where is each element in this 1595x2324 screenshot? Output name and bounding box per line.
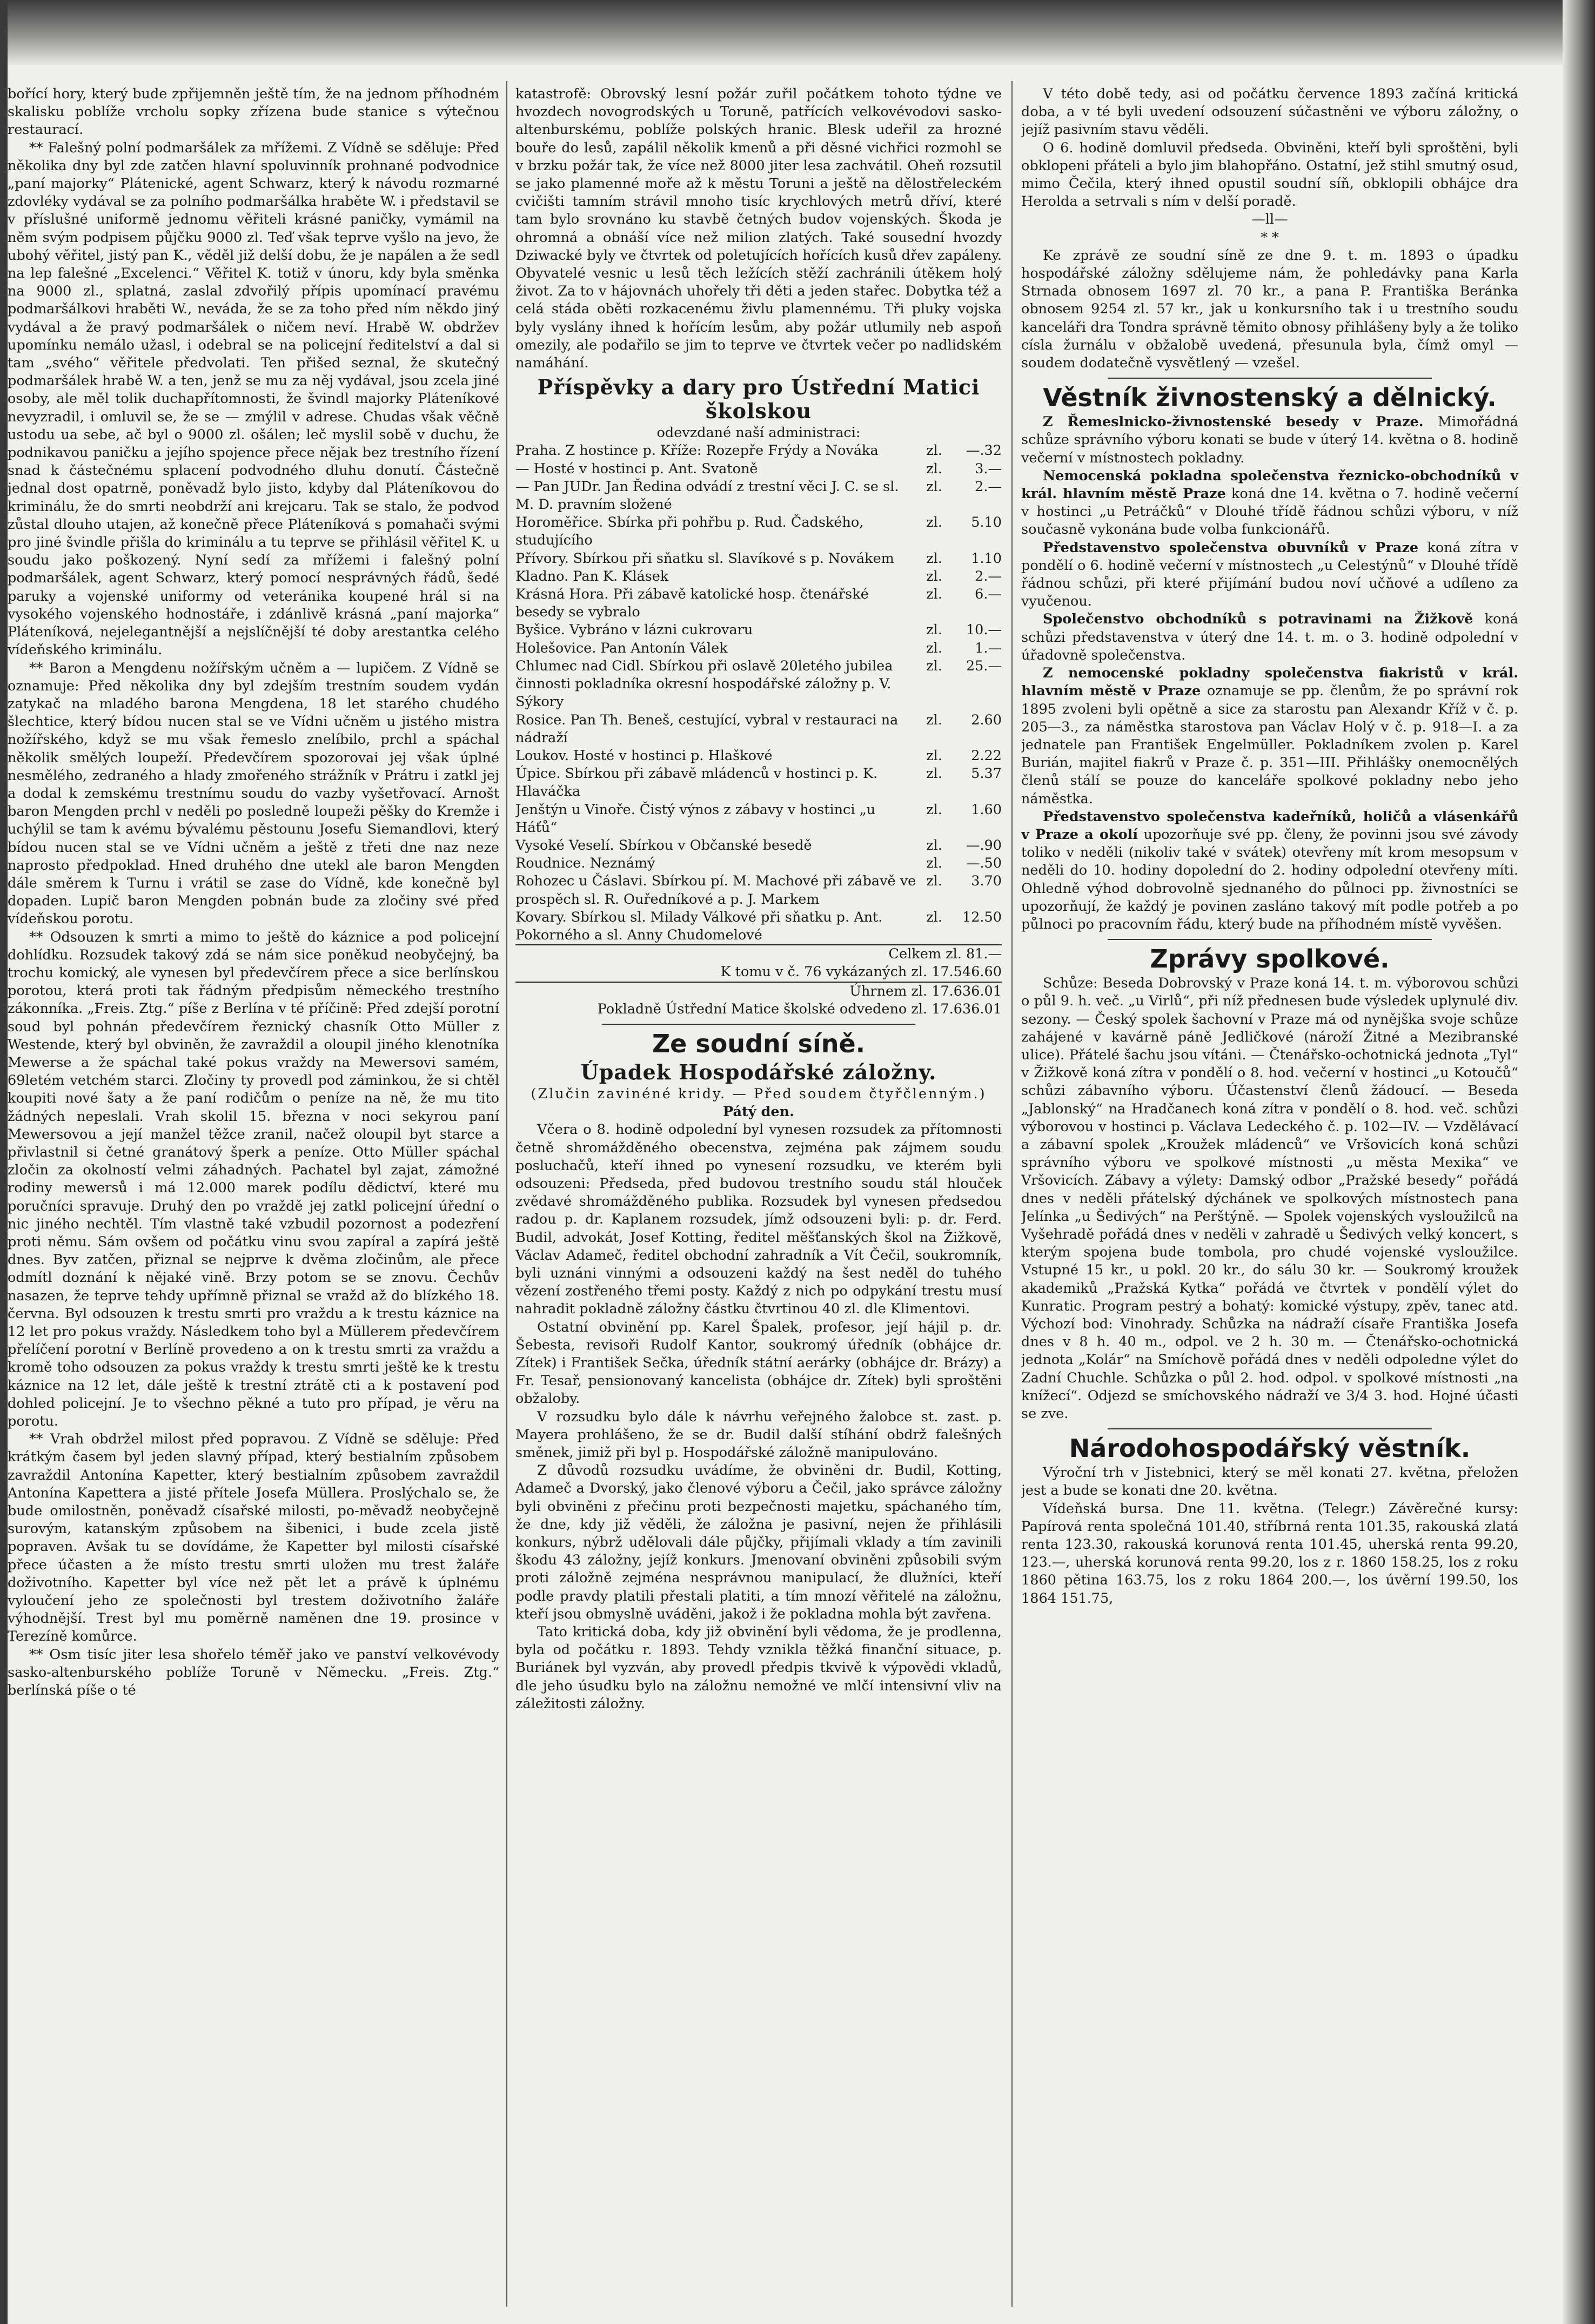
court-heading: Ze soudní síně. [652, 1029, 866, 1058]
list-item: Horoměřice. Sbírka při pohřbu p. Rud. Čadského, studujícího zl. 5.10 [515, 514, 1002, 549]
court-paragraph: V rozsudku bylo dále k návrhu veřejného žalobce st. zast. p. Mayera prohlášeno, že se dr. Budil další stíhání obdrž falešných směnek, jimiž při byl p. Hospodářské záložně manipulováno. [515, 1408, 1002, 1461]
economy-paragraph: Výroční trh v Jistebnici, který se měl konati 27. května, přeložen jest a bude se konati dne 20. května. [1021, 1465, 1518, 1499]
matice-total: Celkem zl. 81.— [515, 944, 1002, 963]
trade-heading: Věstník živnostenský a dělnický. [1043, 383, 1497, 413]
trade-item: Představenstvo společenstva kadeřníků, holičů a vlásenkářů v Praze a okolí upozorňuje své pp. členy, že povinni jsou své závody toliko v neděli (nikoliv také v svátek) otevřeny mít krom mesopsum v neděli do 10. hodiny dopolední do 2. hodiny odpolední otevřeny míti. Ohledně výhod dobrovolně sjednaného do půlnoci pp. živnostníci se upozorňují, že každý je povinen zasláno takový mít podle potřeb a po půlnoci po pracovním řádu, který bude na příhodném místě vyvěšen. [1021, 808, 1518, 932]
trade-item: Z Řemeslnicko-živnostenské besedy v Praze. Mimořádná schůze správního výboru konati se bude v úterý 14. května o 8. hodině večerní v místnostech pokladny. [1021, 414, 1518, 466]
trade-item: Z nemocenské pokladny společenstva fiakristů v král. hlavním městě v Praze oznamuje se pp. členům, že po správní rok 1895 zvoleni byli opětně a sice za starostu pan Alexandr Kříž v č. p. 205—3., za náměstka starostova pan Václav Holý v č. p. 918—I. a za jednatele pan František Engelmüller. Pokladníkem zvolen p. Karel Burián, majitel fiakrů v Praze č. p. 351—III. Přihlášky onemocnělých členů stálí se pouze do kanceláře spolkové pokladny nebo jeho náměstka. [1021, 665, 1518, 807]
list-item: Praha. Z hostince p. Kříže: Rozepře Frýdy a Nováka zl. —.32 [515, 442, 1002, 459]
list-item: Vysoké Veselí. Sbírkou v Občanské besedě zl. —.90 [515, 837, 1002, 854]
column-3 [1021, 85, 1518, 2306]
court-subheading: Úpadek Hospodářské záložny. [580, 1059, 937, 1084]
list-item: Holešovice. Pan Antonín Válek zl. 1.— [515, 640, 1002, 656]
court-paragraph: Včera o 8. hodině odpolední byl vynesen rozsudek za přítomnosti četně shromážděného obecenstva, zejména pak zájmem soudu posluchačů, kteří ihned po vynesení rozsudku, ve kterém byli odsouzeni: Předseda, před budovou trestního soudu stál hlouček zvědavé shromážděného publika. Rozsudek byl vynesen předsedou radou p. dr. Kaplanem rozsudek, jímž odsouzeni byli: p. dr. Ferd. Budil, advokát, Josef Kotting, ředitel měšťanských škol na Žižkově, Václav Adameč, ředitel obchodní zahradník a Vít Čečil, soukromník, byli uznáni vinnými a odsouzeni každý na šest neděl do tuhého vězení zostřeného třemi posty. Každý z nich po odpykání trestu musí nahradit pokladně záložny částku čtvrtinou 40 zl. dle Klimentovi. [515, 1121, 1002, 1318]
col1-paragraph: ** Osm tisíc jiter lesa shořelo téměř jako ve panství velkovévody sasko-altenburského poblíže Toruně v Německu. „Freis. Ztg.“ berlínská píše o té [8, 1646, 499, 1699]
trade-item: Nemocenská pokladna společenstva řeznicko-obchodníků v král. hlavním městě Praze koná dne 14. května o 7. hodině večerní v hostinci „u Petráčků“ v Dlouhé třídě řádnou schůzi výboru, v níž současně vykonána bude volba funkcionářů. [1021, 467, 1518, 538]
list-item: Jenštýn u Vinoře. Čistý výnos z zábavy v hostinci „u Háťů“ zl. 1.60 [515, 801, 1002, 836]
list-item: — Pan JUDr. Jan Ředina odvádí z trestní věci J. C. se sl. M. D. pravním složené zl. 2.— [515, 478, 1002, 513]
fire-article-end: katastrofě: Obrovský lesní požár zuřil počátkem tohoto týdne ve hvozdech novogrodských u Toruně, patřících velkovévodovi sasko-altenburskému, poblíže polských hranic. Blesk udeřil za hrozné bouře do lesů, zapálil několik kmenů a při děsné vichřici rozmohl se v brzku požár tak, že více než 8000 jiter lesa zachvátil. Oheň rozsutil se jako plamenné moře až k městu Toruni a ještě na dělostřeleckém cvičišti tamním strávil mnoho tisíc krychlových metrů dříví, které tam bylo srovnáno ku stavbě četných budov vojenských. Škoda je ohromná a obnáší více než milion zlatých. Také sousední hvozdy Dziwacké byly ve čtvrtek od poletujících hořících kusů dřev zapáleny. Obyvatelé vesnic u lesů těch ležících stěží zachránili útěkem holý život. Za to v hájovnách uhořely tři děti a jeden stařec. Dobytka též a celá stáda oběti rozkacenému živlu plamennému. Tři pluky vojska byly vyslány ihned k hořícím lesům, aby požár utlumily neb aspoň omezily, ale podařilo se jim to teprve ve čtvrtek večer po nadlidském namáhání. [515, 86, 1002, 372]
list-item: Rosice. Pan Th. Beneš, cestující, vybral v restauraci na nádraží zl. 2.60 [515, 711, 1002, 746]
list-item: Kladno. Pan K. Klásek zl. 2.— [515, 568, 1002, 585]
col3-paragraph: V této době tedy, asi od počátku července 1893 začíná kritická doba, a v té byli uvedení odsouzení súčastněni ve výboru záložny, o jejíž pasivním stavu věděli. [1021, 86, 1518, 138]
court-note: (Zlučin zavinéné kridy. — Před soudem čtyřčlenným.) [531, 1085, 987, 1102]
list-item: Přívory. Sbírkou při sňatku sl. Slavíkové s p. Novákem zl. 1.10 [515, 550, 1002, 567]
author-mark: —ll— [1251, 211, 1288, 228]
list-item: Úpice. Sbírkou při zábavě mládenců v hostinci p. K. Hlaváčka zl. 5.37 [515, 765, 1002, 800]
clubs-text: Schůze: Beseda Dobrovský v Praze koná 14. t. m. výborovou schůzi o půl 9. h. več. „u Virlů“, při níž přednesen bude výsledek uplynulé div. sezony. — Český spolek šachovní v Praze má od nynějška svoje schůze zahájené v kavárně páně Jedličkové (nároží Žitné a Mezibranské ulice). Přátelé šachu jsou vítáni. — Čtenářsko-ochotnická jednota „Tyl“ v Žižkově koná zítra v pondělí o 8. hod. večerní v hostinci „u Kotoučů“ schůzi zábavního výboru. Účastenství členů žádoucí. — Beseda „Jablonský“ na Hradčanech koná zítra v pondělí o 8. hod. več. schůzi výborovou v hostinci p. Václava Ledeckého č. p. 102—IV. — Vzdělávací a zábavní spolek „Kroužek mládenců“ ve Vršovicích koná schůzi správního výboru ve spolkové místnosti „u města Mexika“ ve Vršovicích. Zábavy a výlety: Damský odbor „Pražské besedy“ pořádá dnes v neděli přátelský dýchánek ve spolkových místnostech pana Jelínka „u Šedivých“ na Perštýně. — Spolek vojenských vysloužilců na Vyšehradě pořádá dnes v neděli v zahradě u Šedivých velký koncert, s kterým spojena bude tombola, pro chudé vojenské vysloužilce. Vstupné 15 kr., u pokl. 20 kr., do sálu 30 kr. — Soukromý kroužek akademiků „Pražská Kytka“ pořádá ve čtvrtek v pondělí výlet do Kunratic. Program pestrý a bohatý: komické výstupy, zpěv, tanec atd. Výchozí bod: Vinohrady. Schůzka na nádraží císaře Františka Josefa dnes v 8 h. 40 m., odpol. ve 2 h. 30 m. — Čtenářsko-ochotnická jednota „Kolár“ na Smíchově pořádá dnes v neděli odpoledne výlet do Zadní Chuchle. Schůzka o půl 2. hod. odpol. v spolkové místnosti „na knížecí“. Odjezd se smíchovského nádraží ve 3/4 3. hod. Hojné účasti se zve. [1021, 975, 1518, 1422]
column-rule-2 [1011, 81, 1013, 2307]
list-item: Krásná Hora. Při zábavě katolické hosp. čtenářské besedy se vybralo zl. 6.— [515, 586, 1002, 621]
list-item: Byšice. Vybráno v lázni cukrovaru zl. 10.— [515, 622, 1002, 639]
scan-left-edge [0, 0, 8, 2324]
section-divider [602, 1024, 915, 1025]
col1-paragraph: bořící hory, který bude zpřijemněn ještě tím, že na jednom příhodném skalisku poblíže vrcholu sopky zřízena bude stanice s výtečnou restaurací. [8, 86, 499, 138]
court-day: Pátý den. [723, 1104, 794, 1120]
matice-grand-total: Úhrnem zl. 17.636.01 [515, 982, 1002, 1000]
list-item: Rohozec u Čáslavi. Sbírkou pí. M. Machové při zábavě ve prospěch sl. R. Ouředníkové a p. J. Markem zl. 3.70 [515, 873, 1002, 908]
scan-right-edge [1563, 0, 1595, 2324]
matice-list [515, 442, 1002, 944]
matice-heading: Příspěvky a dary pro Ústřední Matici školskou [537, 375, 980, 424]
trade-item: Představenstvo společenstva obuvníků v Praze koná zítra v pondělí o 6. hodině večerní v místnostech „u Celestýnů“ v Dlouhé třídě řádnou schůzi, při které přijímání budou noví učňové a udíleno za vyučenou. [1021, 539, 1518, 610]
economy-paragraph: Vídeňská bursa. Dne 11. května. (Telegr.) Závěrečné kursy: Papírová renta společná 101.40, stříbrná renta 101.35, rakouská zlatá renta 123.30, rakouská korunová renta 101.45, uherská renta 99.20, 123.—, uherská korunová renta 99.20, los z r. 1860 158.25, los z roku 1860 pětina 163.75, los z roku 1864 200.—, los úvěrní 199.50, los 1864 151.75, [1021, 1500, 1518, 1607]
list-item: Loukov. Hosté v hostinci p. Hlaškové zl. 2.22 [515, 747, 1002, 764]
scan-top-edge [0, 0, 1595, 65]
col3-paragraph: O 6. hodině domluvil předseda. Obviněni, kteří byli sproštěni, byli obklopeni přáteli a bylo jim blahopřáno. Ostatní, jež stihl smutný osud, mimo Čečila, který ihned opustil soudní síň, obklopili obhájce dra Herolda a setrvali s ním v delší poradě. [1021, 139, 1518, 210]
clubs-heading: Zprávy spolkové. [1150, 944, 1390, 974]
list-item: Kovary. Sbírkou sl. Milady Válkové při sňatku p. Ant. Pokorného a sl. Anny Chudomelové zl. 12.50 [515, 909, 1002, 943]
matice-carried: K tomu v č. 76 vykázaných zl. 17.546.60 [720, 964, 1002, 980]
column-rule-1 [506, 81, 507, 2307]
asterisks: * * [1261, 229, 1279, 246]
matice-handed-over: Pokladně Ústřední Matice školské odvedeno zl. 17.636.01 [597, 1000, 1002, 1017]
col1-paragraph: ** Baron a Mengdenu nožířským učněm a — lupičem. Z Vídně se oznamuje: Před několika dny byl zdejším trestním soudem vydán zatykač na mladého barona Mengdena, 18 let starého chudého šlechtice, který bídou nucen stal se ve Vídni učněm u jistého mistra nožířského, když se mu však řemeslo znelíbilo, prchl a spáchal několik smělých loupeží. Předevčírem spozorovai jej však úplné nesmělého, zedraného a hlady zmořeného strážník v Prátru i zatkl jej a dodal k zemskému trestnímu soudu do vazby vyšetřovací. Arnošt baron Mengden prchl v neděli po posledně loupeži pěšky do Kremže i uchýlil se tam k avému bývalému pěstounu Josefu Siemandlovi, který bídou nucen stal se ve Vídni učněm a ještě z třeti dne naz neze naprosto předpoklad. Hned druhého dne utekl ale baron Mengden dále směrem k Turnu i vrátil se zase do Vídně, kde konečně byl dopaden. Lupič baron Mengden pobnán bude za zločiny své před vídeňskou porotu. [8, 660, 499, 928]
economy-heading: Národohospodářský věstník. [1069, 1434, 1471, 1463]
section-divider [1108, 939, 1432, 940]
court-paragraph: Z důvodů rozsudku uvádíme, že obviněni dr. Budil, Kotting, Adameč a Dvorský, jako členové výboru a Čečil, jako správce záložny byli obviněni z přečinu proti bezpečnosti majetku, spáchaného tím, že dne, kdy již věděli, že záložna je pasivní, nejen že přihlásili konkurs, nýbrž udělovali dále půjčky, přijímali vklady a tím zavinili škodu 43 záložny, jejíž konkurs. Jmenovaní obviněni způsobili svým proti záložně zejména nesprávnou manipulací, že dlužníci, kteří podle pravdy platili přestali platiti, a tím mnozí věřitelé na záložnu, kteří jsou obmyslně uváděni, jakož i že pokladna mohla být zavřena. [515, 1462, 1002, 1622]
col1-paragraph: ** Odsouzen k smrti a mimo to ještě do káznice a pod policejní dohlídku. Rozsudek takový zdá se nám sice poněkud neobyčejný, ba trochu komický, ale vynesen byl předevčírem přece a sice berlínskou porotou, která proti tak řádným předpisům německého trestního zákonníka. „Freis. Ztg.“ píše z Berlína v té příčině: Před zdejší porotní soud byl pohnán předevčírem řeznický chasník Otto Müller z Westende, který byl obviněn, že zavraždil a oloupil jiného klenotníka Mewerse a že spáchal také pokus vraždy na Mewersovi samém, 69letém vetchém starci. Zločiny ty provedl pod záminkou, že si chtěl koupiti nové šaty a že paní rodičům o peníze na ně, že mu tito žádných nepeslali. Vrah skolil 15. března v noci sekyrou paní Mewersovou a její manžel těžce zranil, načež oloupil byt starce a přivlastnil si četné granátový šperk a peníze. Otto Müller spáchal zločin za okolností velmi záhadných. Pachatel byl zajat, zámožné rodiny mewersů i má 12.000 marek podílu dědictví, které mu poručníci spravuje. Druhý den po vraždě jej zatkl policejní úřední o nic jiného nechtěl. Tím vlastně také vzbudil pozornost a podezření proti němu. Sám ovšem od počátku vinu svou zapíral a zapírá ještě dnes. Byv zatčen, přiznal se nejprve k dvěma zločinům, ale přece odmítl doznání k nějaké vině. Brzy potom se se znovu. Čechův nasazen, že teprve tehdy upřímně přiznal se vražd až do blízkého 18. června. Byl odsouzen k trestu smrti pro vraždu a k trestu káznice na 12 let pro pokus vraždy. Následkem toho byl a Müllerem předevčírem přelíčení porotní v Berlíně provedeno a on k trestu smrti za vraždu a kromě toho odsouzen za pokus vraždy k trestu smrti ještě ke k trestu káznice na 12 let, dále ještě k trestní ztrátě cti a k postavení pod dohled policejní. Je to všechno pěkné a tuto pro případ, je věru na porotu. [8, 929, 499, 1430]
col1-paragraph: ** Falešný polní podmaršálek za mřížemi. Z Vídně se sděluje: Před několika dny byl zde zatčen hlavní spoluvinník prohnané podvodnice „paní majorky“ Plátenické, agent Schwarz, který k návodu rozmarné zdovléky vydával se za polního podmaršálka hraběte W. i představil se v příslušné uniformě jednomu věřiteli krásné paničky, vymámil na něm svým podpisem půjčku 9000 zl. Teď však teprve vyšlo na jevo, že ubohý věřitel, jistý pan K., věděl již delší dobu, že je napálen a že sedl na lep falešné „Excelenci.“ Věřitel K. totiž v únoru, kdy byla směnka na 9000 zl., splatná, zaslal zdvořilý přípis upomínací pravému podmaršálkovi hraběti W., neváda, že se za toho před ním někdo jiný vydával a že pravý podmaršálek o ničem neví. Hrabě W. obdržev upomínku nemálo užasl, i odebral se na policejní ředitelství a dal si tam „svého“ věřitele předvolati. Ten přišed seznal, že skutečný podmaršálek hrabě W. a ten, jenž se mu za něj vydával, jsou zcela jiné osoby, ale měl tolik duchapřítomnosti, že švindl majorky Pláteníkové nevyzradil, i omluvil se, že se — zmýlil v adrese. Chudas však věčně ustodu ua sebe, ač byl o 9000 zl. ošálen; leč myslil sobě v duchu, že podnikavou paničku a jejího spojence přece nějak bez trestního řízení snad k částečnému splacení podvodného dluhu donutí. Částečně jednal dost opatrně, poněvadž bylo jisto, kdyby dal Pláteníkovou do kriminálu, že do smrti neobdrží ani krejcaru. Tak se stalo, že podvod zůstal dlouho utajen, až konečně přece Pláteníková s pomahači svými pro jiné švindle přišla do kriminálu a tu teprve se přihlásil věřitel K. u soudu jako poškozený. Nyní sedí za mřížemi i falešný polní podmaršálek, agent Schwarz, který pomocí nesprávných řádů, šedé paruky a vojenské uniformy od veteránika koupené hrál si na vysokého vojenského hodnostáře, i zdánlivě krásná „paní majorka“ Pláteníková, nejelegantnější a nejslíčnější té doby arestantka celého vídeňského kriminálu. [8, 139, 499, 659]
col1-paragraph: ** Vrah obdržel milost před popravou. Z Vídně se sděluje: Před krátkým časem byl jeden slavný případ, který bestialním způsobem zavraždil Antonína Kapetter, který bestialním způsobem zavraždil Antonína Kapettera a jisté přítele Josefa Müllera. Proslýchalo se, že bude omilostněn, poněvadž císařské milosti, po-měvadž neobyčejně surovým, katanským způsobem na šibenici, i bude zcela jistě popraven. Avšak tu se dovídáme, že Kapetter byl milosti císařské přece účasten a že místo trestu smrti uložen mu trest žaláře doživotního. Kapetter byl více než pět let a právě k úplnému vyloučení jeho ze společnosti byl trestem doživotního žaláře výhodnější. Trest byl mu poměrně naměnen dne 19. prosince v Terezíně komůrce. [8, 1431, 499, 1645]
column-2 [515, 85, 1002, 2306]
section-divider [1108, 1428, 1432, 1429]
list-item: Chlumec nad Cidl. Sbírkou při oslavě 20letého jubilea činnosti pokladníka okresní hospodářské záložny p. V. Sýkory zl. 25.— [515, 657, 1002, 710]
section-divider [1108, 378, 1432, 379]
court-paragraph: Ostatní obvinění pp. Karel Špalek, profesor, její hájil p. dr. Šebesta, revisoři Rudolf Kantor, soukromý úředník (obhájce dr. Zítek) i František Sečka, úředník státní aerárky (obhájce dr. Brázy) a Fr. Tesař, pensionovaný kancelista (obhájce dr. Zítek) byli sproštěni obžaloby. [515, 1319, 1002, 1407]
list-item: — Hosté v hostinci p. Ant. Svatoně zl. 3.— [515, 460, 1002, 477]
column-1 [8, 85, 499, 2306]
matice-subheading: odevzdané naší administraci: [656, 425, 861, 441]
col3-paragraph: Ke zprávě ze soudní síně ze dne 9. t. m. 1893 o úpadku hospodářské záložny sdělujeme nám, že pohledávky pana Karla Strnada obnosem 1697 zl. 70 kr., a pana P. Františka Beránka obnosem 9254 zl. 57 kr., jak u konkursního tak i u trestního soudu kanceláři dra Tondra správně těmito obnosy přihlášeny byly a že toliko císla žurnálu v obžalobě uvedená, přesunula byla, čímž omyl — soudem dodatečně vysvětlený — vzešel. [1021, 247, 1518, 372]
list-item: Roudnice. Neznámý zl. —.50 [515, 855, 1002, 872]
court-paragraph: Tato kritická doba, kdy již obvinění byli vědoma, že je prodlenna, byla od počátku r. 1893. Tehdy vznikla těžká finanční situace, p. Buriánek byl vyzván, aby provedl předpis tkvivě k výpovědi vkladů, dle jeho úsudku bylo na záložnu nemožné ve mlčí intensivní vliv na záležitosti záložny. [515, 1624, 1002, 1712]
trade-item: Společenstvo obchodníků s potravinami na Žižkově koná schůzi představenstva v úterý dne 14. t. m. o 3. hodině odpolední v úřadovně společenstva. [1021, 611, 1518, 663]
